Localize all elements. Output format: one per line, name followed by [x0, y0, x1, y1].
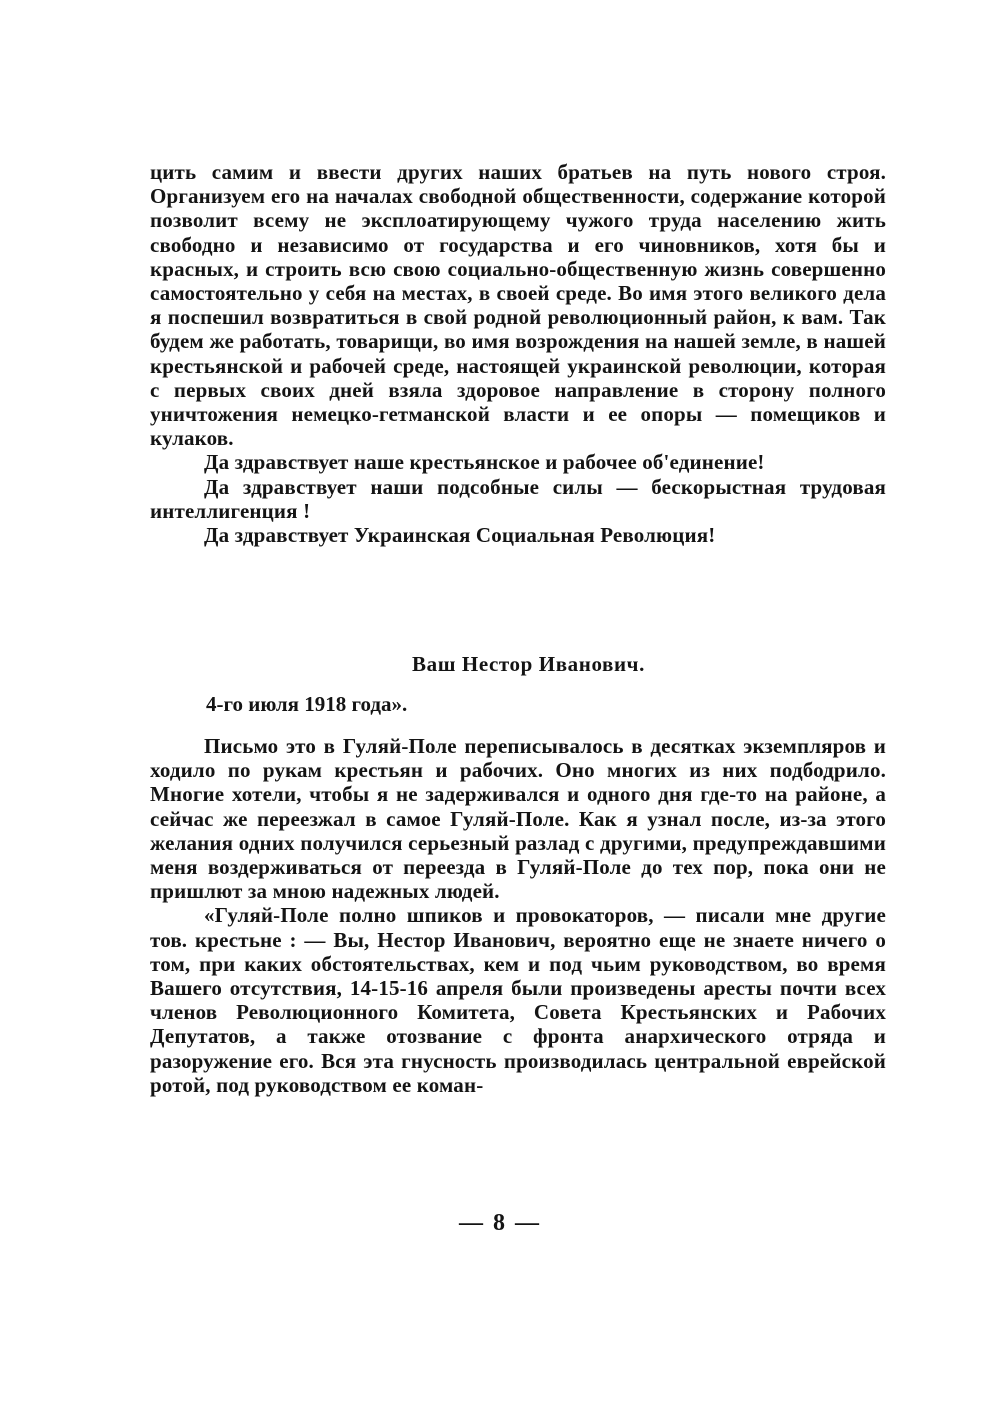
narrative-paragraph-2: «Гуляй-Поле полно шпиков и провокаторов, — писали мне другие тов. крестьне : — Вы, Нестор Иванович, вероятно еще не знаете ничего о том, при каких обстоятельствах, кем и под чьим руководством, во время Вашего отсутствия, 14-15-16 апреля были произведены аресты почти всех членов Революционного Комитета, Совета Крестьянских и Рабочих Депутатов, а также отозвание с фронта анархического отряда и разоружение его. Вся эта гнусность производилась центральной еврейской ротой, под руководством ее коман- [150, 903, 886, 1097]
page-number: — 8 — [459, 1210, 541, 1236]
letter-text-block [150, 160, 886, 547]
letter-date: 4-го июля 1918 года». [206, 692, 408, 716]
letter-cheer-1: Да здравствует наше крестьянское и рабочее об'единение! [204, 450, 765, 475]
narrative-paragraph-1: Письмо это в Гуляй-Поле переписывалось в десятках экземпляров и ходило по рукам крестьян и рабочих. Оно многих из них подбодрило. Многие хотели, чтобы я не задерживался и одного дня где-то на районе, а сейчас же переезжал в самое Гуляй-Поле. Как я узнал после, из-за этого желания одних получился серьезный разлад с другими, предупреждавшими меня воздерживаться от переезда в Гуляй-Поле до тех пор, пока они не пришлют за мною надежных людей. [150, 734, 886, 904]
narrative-text-block [150, 734, 886, 1097]
letter-signature: Ваш Нестор Иванович. [412, 652, 645, 676]
letter-cheer-2: Да здравствует наши подсобные силы — бескорыстная трудовая интеллигенция ! [150, 474, 886, 523]
letter-body-paragraph: цить самим и ввести других наших братьев на путь нового строя. Организуем его на началах свободной общественности, содержание которой позволит всему не эксплоатирующему чужого труда населению жить свободно и независимо от государства и его чиновников, хотя бы и красных, и строить всю свою социально-общественную жизнь совершенно самостоятельно у себя на местах, в своей среде. Во имя этого великого дела я поспешил возвратиться в свой родной революционный район, к вам. Так будем же работать, товарищи, во имя возрождения на нашей земле, в нашей крестьянской и рабочей среде, настоящей украинской революции, которая с первых своих дней взяла здоровое направление в сторону полного уничтожения немецко-гетманской власти и ее опоры — помещиков и кулаков. [150, 160, 886, 451]
letter-cheer-3: Да здравствует Украинская Социальная Революция! [204, 523, 716, 548]
